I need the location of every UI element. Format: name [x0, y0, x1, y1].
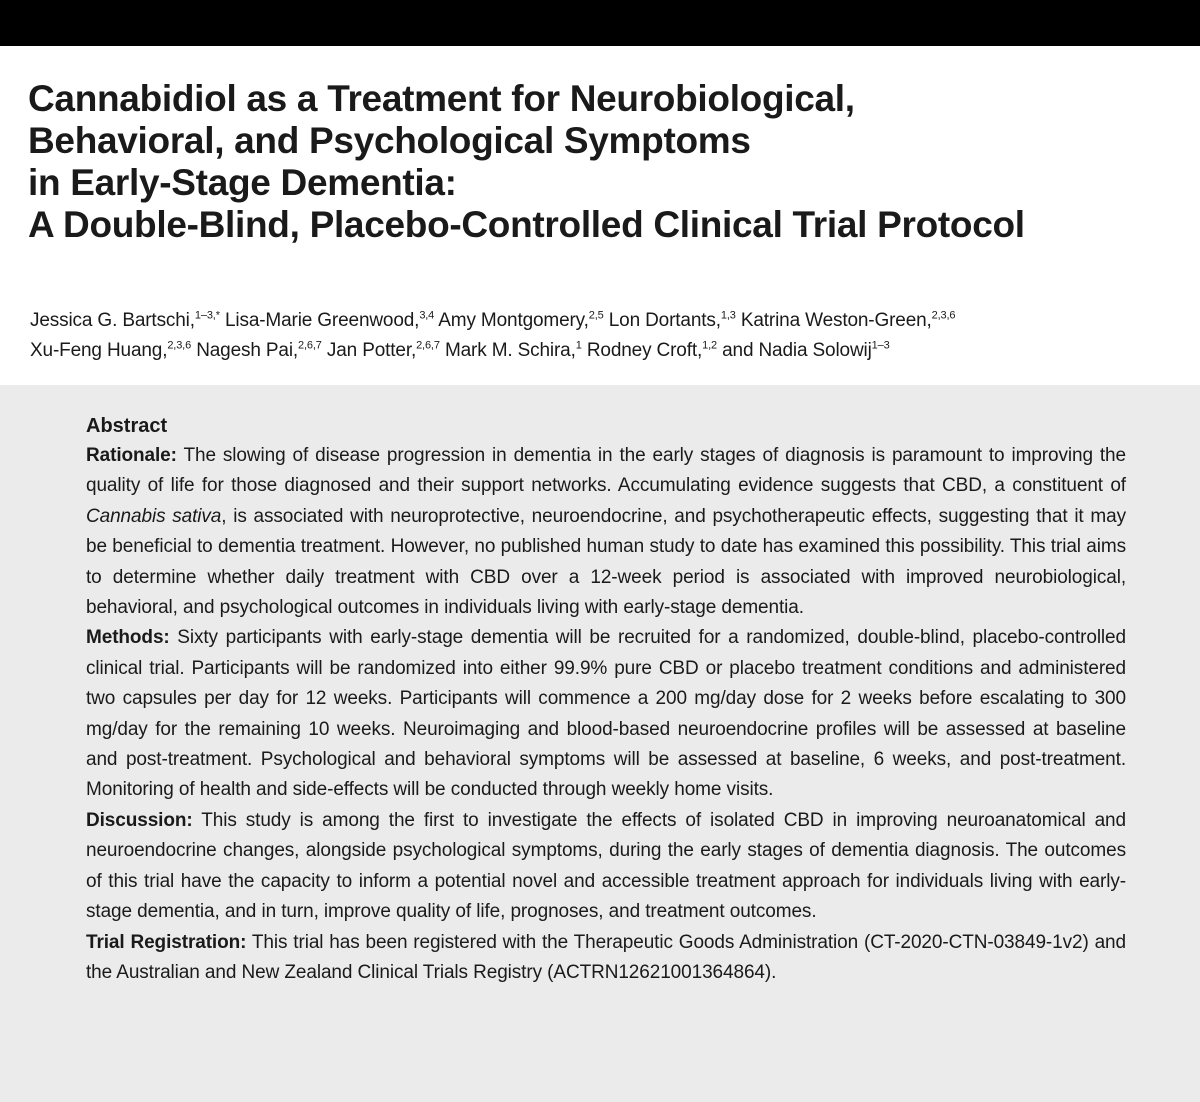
author-affiliation: 2,5	[588, 309, 604, 322]
methods-paragraph	[86, 623, 1126, 805]
rationale-italic: Cannabis sativa	[86, 505, 222, 527]
methods-label: Methods:	[86, 627, 170, 649]
author-name: Lisa-Marie Greenwood,	[224, 310, 420, 331]
author-affiliation: 1,3	[720, 309, 736, 322]
title-line: Behavioral, and Psychological Symptoms	[28, 120, 751, 161]
paper-title	[28, 78, 1178, 246]
author-name: Mark M. Schira,	[444, 340, 576, 361]
author-name: Jan Potter,	[326, 340, 417, 361]
author-affiliation: 2,6,7	[298, 339, 322, 352]
author-name: Katrina Weston-Green,	[740, 310, 932, 331]
abstract-box	[0, 385, 1200, 1102]
discussion-text: This study is among the first to investigate the effects of isolated CBD in improving neuroanatomical and neuroendocrine changes, alongside psychological symptoms, during the early stages of dementia diagnosis. The outcomes of this trial have the capacity to inform a potential novel and accessible treatment approach for individuals living with early-stage dementia, and in turn, improve quality of life, prognoses, and treatment outcomes.	[86, 809, 1126, 923]
methods-text: Sixty participants with early-stage dementia will be recruited for a randomized, double-blind, placebo-controlled clinical trial. Participants will be randomized into either 99.9% pure CBD or placebo treatment conditions and administered two capsules per day for 12 weeks. Participants will commence a 200 mg/day dose for 2 weeks before escalating to 300 mg/day for the remaining 10 weeks. Neuroimaging and blood-based neuroendocrine profiles will be assessed at baseline and post-treatment. Psychological and behavioral symptoms will be assessed at baseline, 6 weeks, and post-treatment. Monitoring of health and side-effects will be conducted through weekly home visits.	[86, 627, 1126, 801]
author-affiliation: 3,4	[419, 309, 435, 322]
author-affiliation: 1,2	[702, 339, 717, 352]
author-name: Nagesh Pai,	[196, 340, 299, 361]
rationale-text: The slowing of disease progression in dementia in the early stages of diagnosis is paramount to improving the quality of life for those diagnosed and their support networks. Accumulating evidence suggests that CBD, a constituent of	[86, 445, 1126, 497]
rationale-paragraph	[86, 441, 1126, 623]
author-line-1	[30, 306, 1180, 336]
author-affiliation: 1–3	[871, 339, 890, 352]
discussion-paragraph	[86, 806, 1126, 928]
author-name: and Nadia Solowij	[722, 340, 872, 361]
title-line: Cannabidiol as a Treatment for Neurobiological,	[28, 78, 855, 119]
author-name: Lon Dortants,	[608, 310, 721, 331]
author-affiliation: 1	[575, 339, 582, 352]
abstract-content	[86, 411, 1126, 988]
author-affiliation: 2,6,7	[416, 339, 440, 352]
author-name: Amy Montgomery,	[438, 310, 589, 331]
abstract-heading: Abstract	[86, 415, 168, 437]
author-affiliation: 2,3,6	[931, 309, 956, 322]
author-affiliation: 1–3,*	[194, 309, 220, 322]
rationale-text-continued: , is associated with neuroprotective, neuroendocrine, and psychotherapeutic effects, suggesting that it may be beneficial to dementia treatment. However, no published human study to date has examined this possibility. This trial aims to determine whether daily treatment with CBD over a 12-week period is associated with improved neurobiological, behavioral, and psychological outcomes in individuals living with early-stage dementia.	[86, 505, 1126, 619]
rationale-label: Rationale:	[86, 445, 177, 466]
top-bar	[0, 0, 1200, 46]
author-name: Xu-Feng Huang,	[30, 340, 168, 361]
title-line: in Early-Stage Dementia:	[28, 162, 457, 203]
registration-text: This trial has been registered with the Therapeutic Goods Administration (CT-2020-CTN-03849-1v2) and the Australian and New Zealand Clinical Trials Registry (ACTRN12621001364864).	[86, 931, 1126, 983]
author-name: Jessica G. Bartschi,	[30, 310, 195, 331]
author-affiliation: 2,3,6	[167, 339, 192, 352]
registration-paragraph	[86, 928, 1126, 989]
author-line-2	[30, 336, 1180, 366]
title-line: A Double-Blind, Placebo-Controlled Clinical Trial Protocol	[28, 204, 1025, 245]
registration-label: Trial Registration:	[86, 931, 247, 953]
author-name: Rodney Croft,	[586, 340, 703, 361]
author-list	[30, 306, 1180, 366]
discussion-label: Discussion:	[86, 809, 193, 831]
